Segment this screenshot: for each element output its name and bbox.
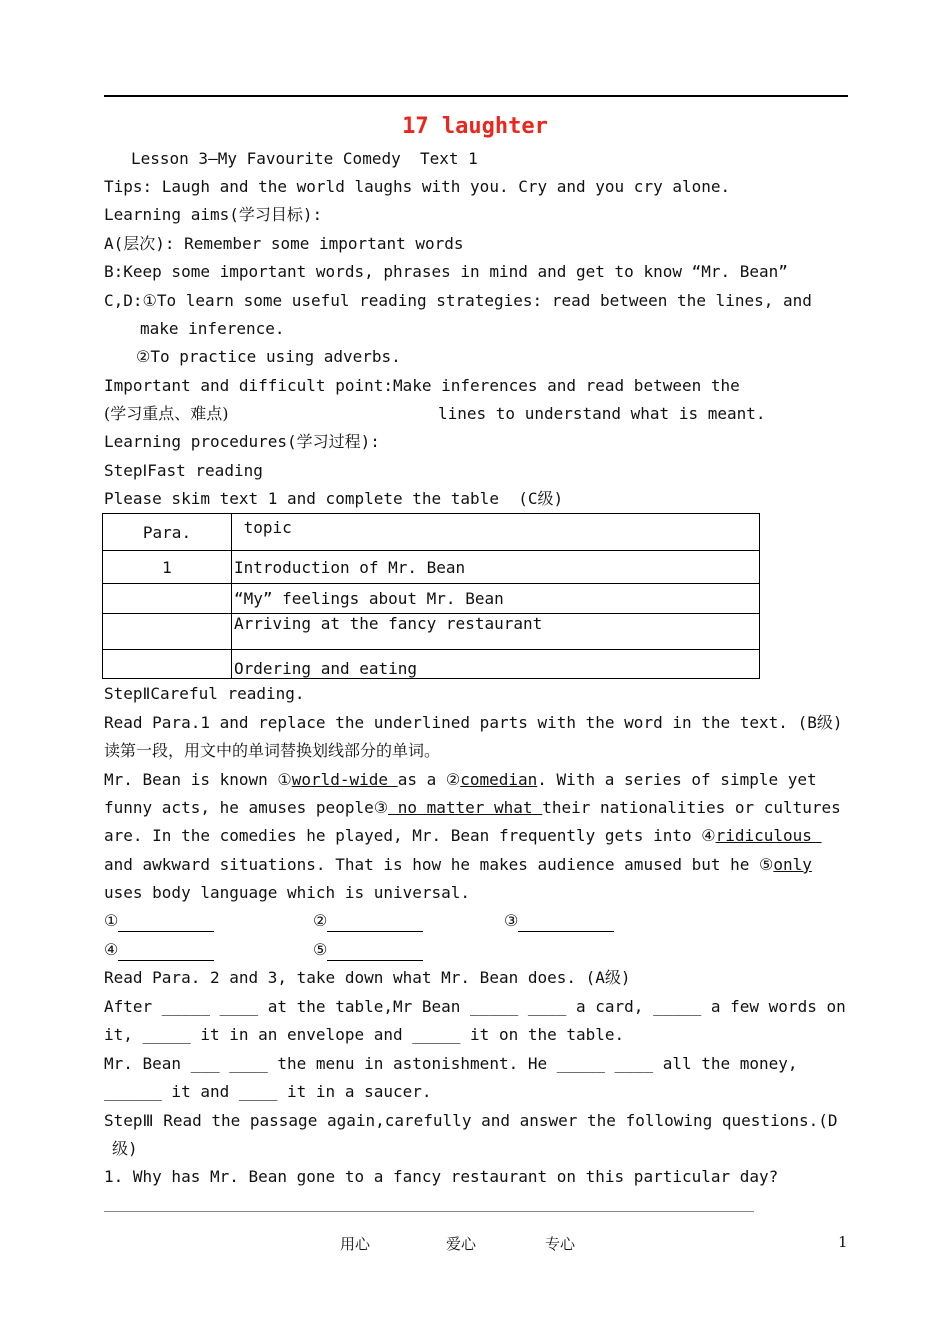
answer-blank-4[interactable]: ④ bbox=[104, 940, 214, 961]
underlined-word: comedian bbox=[460, 770, 538, 789]
para-cell bbox=[103, 584, 232, 614]
topic-table bbox=[102, 513, 760, 679]
table-row bbox=[103, 551, 760, 584]
step3-heading-cont: 级) bbox=[112, 1139, 138, 1158]
aim-a: A(层次): Remember some important words bbox=[104, 234, 464, 253]
underlined-word: only bbox=[773, 855, 812, 874]
topic-cell: “My” feelings about Mr. Bean bbox=[232, 584, 760, 614]
topic-cell: Introduction of Mr. Bean bbox=[232, 551, 760, 584]
para23-instruction: Read Para. 2 and 3, take down what Mr. Bean does. (A级) bbox=[104, 968, 631, 987]
answer-blank-5[interactable]: ⑤ bbox=[313, 940, 423, 961]
answer-blank-1[interactable]: ① bbox=[104, 911, 214, 932]
underlined-word: ridiculous bbox=[715, 826, 822, 845]
header-topic: topic bbox=[232, 514, 760, 551]
lesson-subtitle: Lesson 3—My Favourite Comedy Text 1 bbox=[131, 149, 478, 168]
key-point-1: Important and difficult point:Make inferences and read between the bbox=[104, 376, 740, 395]
page-number: 1 bbox=[838, 1233, 848, 1251]
fill-line-3: Mr. Bean ___ ____ the menu in astonishment. He _____ ____ all the money, bbox=[104, 1054, 798, 1073]
fill-line-1: After _____ ____ at the table,Mr Bean _____ ____ a card, _____ a few words on bbox=[104, 997, 846, 1016]
passage-line-4: and awkward situations. That is how he makes audience amused but he ⑤only bbox=[104, 855, 812, 874]
underlined-word: no matter what bbox=[388, 798, 543, 817]
aim-cd-1b: make inference. bbox=[140, 319, 285, 338]
footer-rule bbox=[104, 1211, 754, 1212]
header-para: Para. bbox=[103, 514, 232, 551]
aims-heading: Learning aims(学习目标): bbox=[104, 205, 323, 224]
footer-text-1: 用心 bbox=[340, 1235, 371, 1253]
topic-cell: Ordering and eating bbox=[232, 650, 760, 679]
aim-cd-2: ②To practice using adverbs. bbox=[136, 347, 401, 366]
fill-line-4: ______ it and ____ it in a saucer. bbox=[104, 1082, 432, 1101]
table-row bbox=[103, 650, 760, 679]
tips-text: Tips: Laugh and the world laughs with you. Cry and you cry alone. bbox=[104, 177, 731, 196]
fill-line-2: it, _____ it in an envelope and _____ it on the table. bbox=[104, 1025, 625, 1044]
aim-b: B:Keep some important words, phrases in mind and get to know “Mr. Bean” bbox=[104, 262, 788, 281]
step2-instruction: Read Para.1 and replace the underlined parts with the word in the text. (B级) bbox=[104, 713, 843, 732]
page-title: 17 laughter bbox=[402, 114, 548, 139]
para-cell bbox=[103, 650, 232, 679]
footer-text-2: 爱心 bbox=[446, 1235, 477, 1253]
step1-heading: StepⅠFast reading bbox=[104, 461, 263, 480]
key-point-label: (学习重点、难点) bbox=[104, 404, 229, 423]
step2-instruction-cn: 读第一段，用文中的单词替换划线部分的单词。 bbox=[104, 741, 441, 760]
step2-heading: StepⅡCareful reading. bbox=[104, 684, 305, 703]
topic-cell: Arriving at the fancy restaurant bbox=[232, 614, 760, 650]
aim-cd-1: C,D:①To learn some useful reading strategies: read between the lines, and bbox=[104, 291, 812, 310]
passage-line-1: Mr. Bean is known ①world-wide as a ②comedian. With a series of simple yet bbox=[104, 770, 817, 789]
procedures-heading: Learning procedures(学习过程): bbox=[104, 432, 380, 451]
footer-text-3: 专心 bbox=[545, 1235, 576, 1253]
answer-blank-2[interactable]: ② bbox=[313, 911, 423, 932]
table-header-row bbox=[103, 514, 760, 551]
passage-line-5: uses body language which is universal. bbox=[104, 883, 471, 902]
passage-line-3: are. In the comedies he played, Mr. Bean frequently gets into ④ridiculous bbox=[104, 826, 822, 845]
question-1: 1. Why has Mr. Bean gone to a fancy restaurant on this particular day? bbox=[104, 1167, 779, 1186]
step3-heading: StepⅢ Read the passage again,carefully and answer the following questions.(D bbox=[104, 1111, 838, 1130]
key-point-2: lines to understand what is meant. bbox=[438, 404, 766, 423]
step1-instruction: Please skim text 1 and complete the table (C级) bbox=[104, 489, 564, 508]
passage-line-2: funny acts, he amuses people③ no matter what their nationalities or cultures bbox=[104, 798, 841, 817]
para-cell: 1 bbox=[103, 551, 232, 584]
table-row bbox=[103, 614, 760, 650]
header-rule bbox=[104, 95, 848, 97]
underlined-word: world-wide bbox=[291, 770, 398, 789]
answer-blank-3[interactable]: ③ bbox=[504, 911, 614, 932]
para-cell bbox=[103, 614, 232, 650]
table-row bbox=[103, 584, 760, 614]
